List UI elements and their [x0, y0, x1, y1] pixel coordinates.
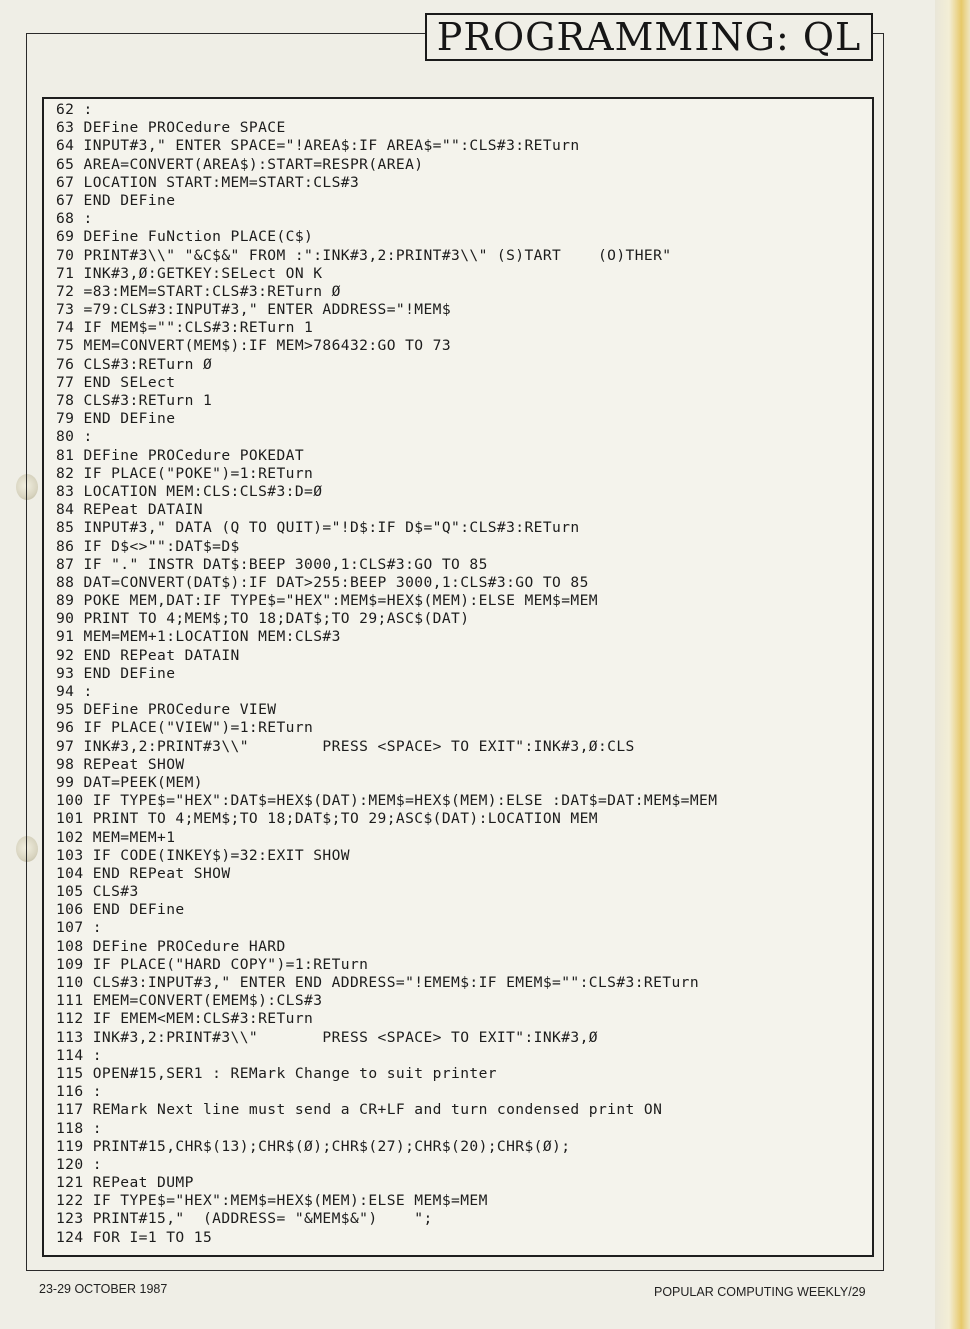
code-line: 79 END DEFine — [56, 410, 176, 428]
code-line: 67 LOCATION START:MEM=START:CLS#3 — [56, 173, 360, 191]
code-line: 63 DEFine PROCedure SPACE — [56, 119, 286, 137]
code-line: 73 =79:CLS#3:INPUT#3," ENTER ADDRESS="!MEM$ — [56, 301, 452, 319]
code-line: 116 : — [56, 1083, 102, 1101]
code-line: 108 DEFine PROCedure HARD — [56, 937, 286, 955]
code-line: 72 =83:MEM=START:CLS#3:RETurn Ø — [56, 282, 341, 300]
code-line: 84 REPeat DATAIN — [56, 501, 203, 519]
code-line: 95 DEFine PROCedure VIEW — [56, 701, 277, 719]
code-line: 120 : — [56, 1155, 102, 1173]
code-line: 103 IF CODE(INKEY$)=32:EXIT SHOW — [56, 846, 350, 864]
code-line: 112 IF EMEM<MEM:CLS#3:RETurn — [56, 1010, 314, 1028]
code-line: 76 CLS#3:RETurn Ø — [56, 355, 213, 373]
code-line: 75 MEM=CONVERT(MEM$):IF MEM>786432:GO TO 73 — [56, 337, 452, 355]
issue-date: 23-29 OCTOBER 1987 — [39, 1282, 168, 1296]
code-line: 96 IF PLACE("VIEW")=1:RETurn — [56, 719, 314, 737]
code-line: 93 END DEFine — [56, 664, 176, 682]
code-line: 74 IF MEM$="":CLS#3:RETurn 1 — [56, 319, 314, 337]
code-line: 91 MEM=MEM+1:LOCATION MEM:CLS#3 — [56, 628, 341, 646]
code-line: 117 REMark Next line must send a CR+LF and turn condensed print ON — [56, 1101, 663, 1119]
program-listing — [56, 101, 871, 1247]
code-line: 87 IF "." INSTR DAT$:BEEP 3000,1:CLS#3:GO TO 85 — [56, 555, 488, 573]
code-line: 94 : — [56, 683, 93, 700]
code-line: 69 DEFine FuNction PLACE(C$) — [56, 228, 314, 246]
code-line: 82 IF PLACE("POKE")=1:RETurn — [56, 464, 314, 482]
code-line: 98 REPeat SHOW — [56, 755, 185, 773]
code-line: 67 END DEFine — [56, 191, 176, 209]
code-line: 80 : — [56, 428, 93, 446]
code-line: 81 DEFine PROCedure POKEDAT — [56, 446, 305, 464]
code-line: 64 INPUT#3," ENTER SPACE="!AREA$:IF AREA$="":CLS#3:RETurn — [56, 137, 580, 155]
code-line: 65 AREA=CONVERT(AREA$):START=RESPR(AREA) — [56, 155, 424, 173]
code-line: 124 FOR I=1 TO 15 — [56, 1228, 213, 1246]
code-line: 104 END REPeat SHOW — [56, 864, 231, 882]
code-line: 90 PRINT TO 4;MEM$;TO 18;DAT$;TO 29;ASC$(DAT) — [56, 610, 470, 628]
code-line: 86 IF D$<>"":DAT$=D$ — [56, 537, 240, 555]
code-line: 106 END DEFine — [56, 901, 185, 919]
code-line: 78 CLS#3:RETurn 1 — [56, 392, 213, 409]
code-line: 71 INK#3,Ø:GETKEY:SELect ON K — [56, 264, 323, 282]
code-line: 100 IF TYPE$="HEX":DAT$=HEX$(DAT):MEM$=HEX$(MEM):ELSE :DAT$=DAT:MEM$=MEM — [56, 792, 718, 810]
code-line: 110 CLS#3:INPUT#3," ENTER END ADDRESS="!EMEM$:IF EMEM$="":CLS#3:RETurn — [56, 974, 700, 991]
code-line: 121 REPeat DUMP — [56, 1174, 194, 1192]
code-line: 122 IF TYPE$="HEX":MEM$=HEX$(MEM):ELSE MEM$=MEM — [56, 1192, 488, 1210]
section-header — [425, 13, 873, 61]
publication-page: POPULAR COMPUTING WEEKLY/29 — [654, 1285, 866, 1299]
code-line: 70 PRINT#3\\" "&C$&" FROM :":INK#3,2:PRINT#3\\" (S)TART (O)THER" — [56, 246, 672, 264]
code-line: 109 IF PLACE("HARD COPY")=1:RETurn — [56, 955, 369, 973]
code-line: 115 OPEN#15,SER1 : REMark Change to suit printer — [56, 1064, 497, 1082]
code-line: 105 CLS#3 — [56, 883, 139, 901]
code-line: 62 : — [56, 101, 93, 118]
code-line: 111 EMEM=CONVERT(EMEM$):CLS#3 — [56, 992, 323, 1010]
code-line: 89 POKE MEM,DAT:IF TYPE$="HEX":MEM$=HEX$(MEM):ELSE MEM$=MEM — [56, 592, 598, 610]
code-line: 88 DAT=CONVERT(DAT$):IF DAT>255:BEEP 3000,1:CLS#3:GO TO 85 — [56, 573, 589, 591]
code-line: 119 PRINT#15,CHR$(13);CHR$(Ø);CHR$(27);CHR$(20);CHR$(Ø); — [56, 1137, 571, 1155]
code-line: 101 PRINT TO 4;MEM$;TO 18;DAT$;TO 29;ASC$(DAT):LOCATION MEM — [56, 810, 598, 828]
code-line: 102 MEM=MEM+1 — [56, 828, 176, 846]
code-line: 123 PRINT#15," (ADDRESS= "&MEM$&") "; — [56, 1210, 433, 1228]
code-line: 83 LOCATION MEM:CLS:CLS#3:D=Ø — [56, 482, 323, 500]
code-line: 92 END REPeat DATAIN — [56, 646, 240, 664]
code-line: 97 INK#3,2:PRINT#3\\" PRESS <SPACE> TO EXIT":INK#3,Ø:CLS — [56, 737, 635, 755]
code-line: 107 : — [56, 919, 102, 937]
code-line: 113 INK#3,2:PRINT#3\\" PRESS <SPACE> TO EXIT":INK#3,Ø — [56, 1028, 598, 1046]
code-line: 85 INPUT#3," DATA (Q TO QUIT)="!D$:IF D$="Q":CLS#3:RETurn — [56, 519, 580, 537]
code-line: 118 : — [56, 1119, 102, 1137]
code-line: 77 END SELect — [56, 373, 176, 391]
code-line: 68 : — [56, 210, 93, 228]
page-edge — [935, 0, 970, 1329]
code-line: 99 DAT=PEEK(MEM) — [56, 773, 203, 791]
section-title: PROGRAMMING: QL — [436, 15, 862, 59]
code-line: 114 : — [56, 1046, 102, 1064]
